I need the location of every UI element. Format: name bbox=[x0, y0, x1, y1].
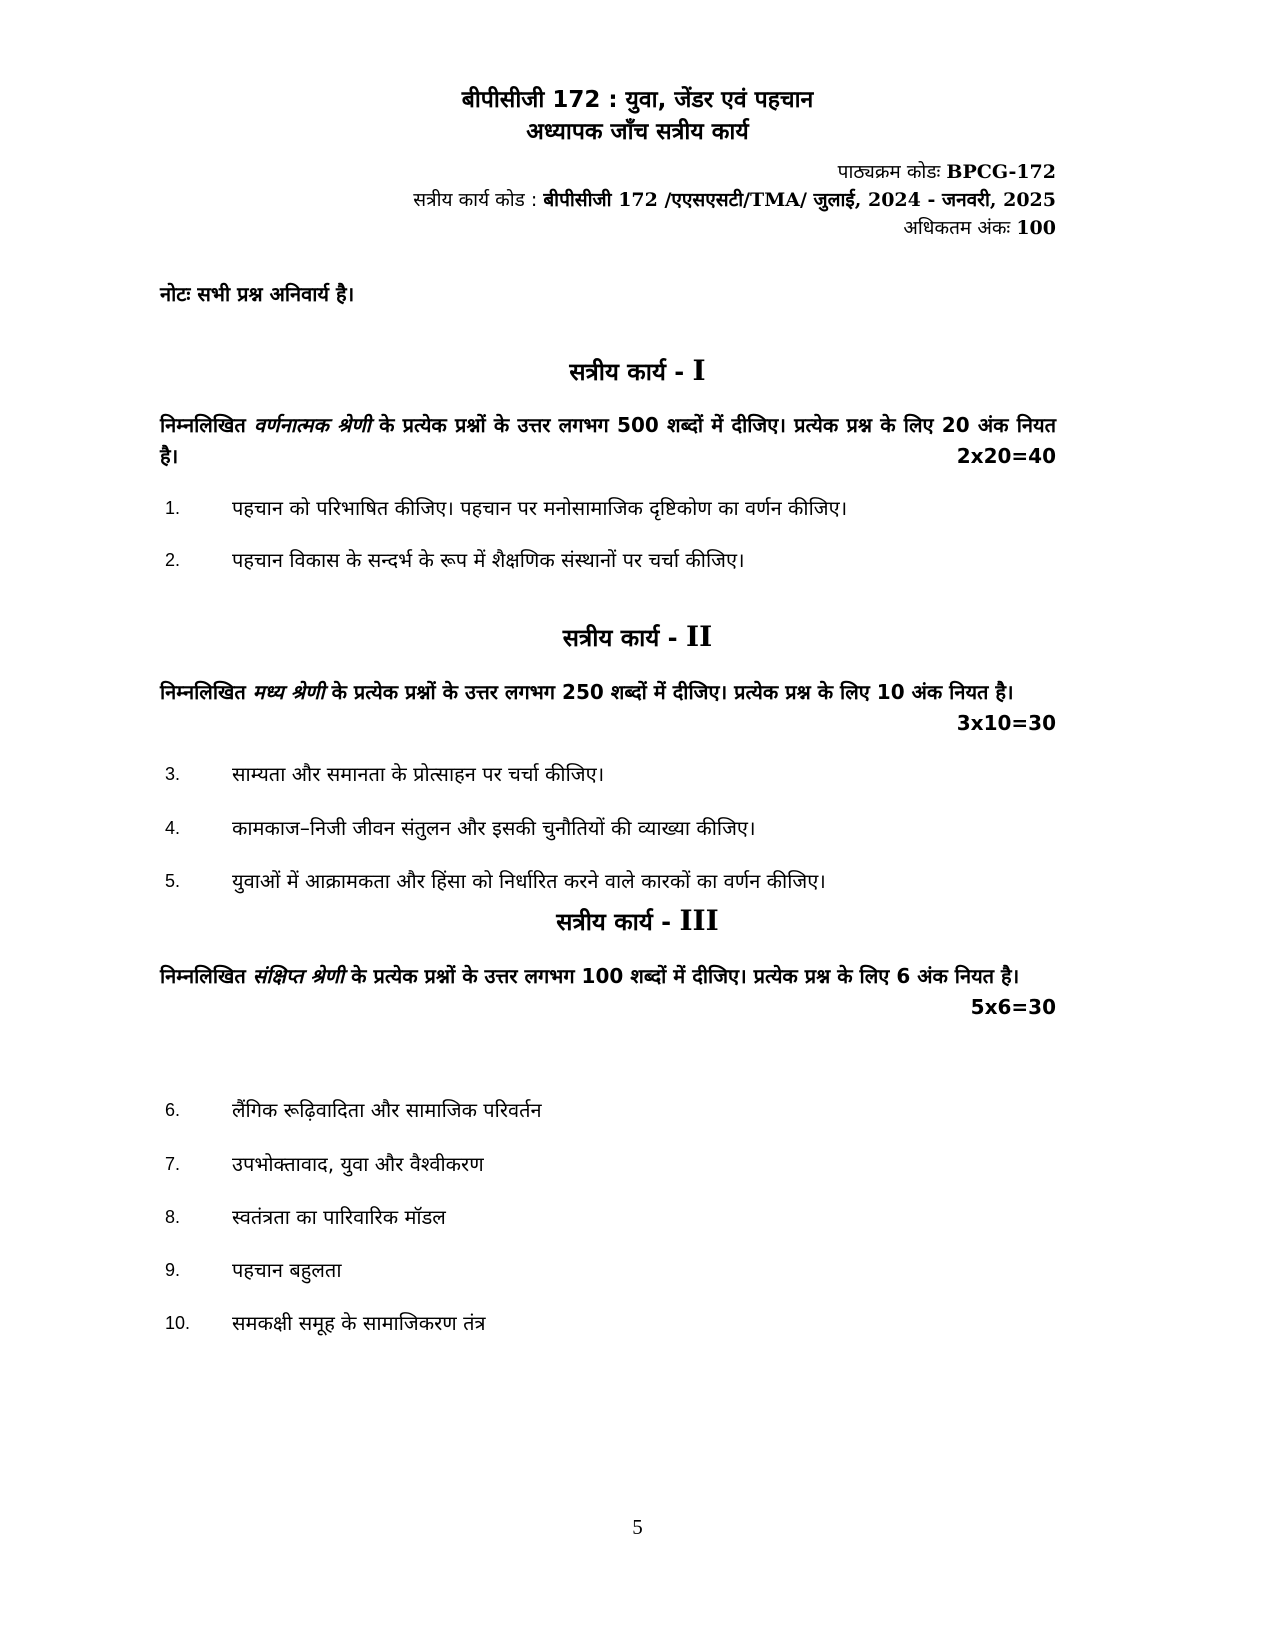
question-number: 6. bbox=[165, 1100, 181, 1120]
assignment-code-label: सत्रीय कार्य कोड : bbox=[413, 189, 538, 211]
section-title-1 bbox=[0, 354, 1275, 388]
question-number: 4. bbox=[165, 818, 181, 838]
instr-before: निम्नलिखित bbox=[160, 964, 246, 988]
question-text: स्वतंत्रता का पारिवारिक मॉडल bbox=[232, 1205, 446, 1229]
section-roman: II bbox=[686, 620, 713, 653]
section-roman: III bbox=[679, 904, 719, 937]
instr-italic: संक्षिप्त श्रेणी bbox=[252, 964, 345, 988]
instr-before: निम्नलिखित bbox=[160, 413, 246, 437]
question-text: समकक्षी समूह के सामाजिकरण तंत्र bbox=[232, 1311, 486, 1335]
section-marks: 3x10=30 bbox=[956, 711, 1056, 735]
question-text: पहचान विकास के सन्दर्भ के रूप में शैक्षणिक संस्थानों पर चर्चा कीजिए। bbox=[232, 548, 745, 572]
question-number: 10. bbox=[165, 1313, 191, 1333]
instr-after: के प्रत्येक प्रश्नों के उत्तर लगभग 100 शब्दों में दीजिए। प्रत्येक प्रश्न के लिए 6 अंक नियत है। bbox=[351, 964, 1020, 988]
max-marks: 100 bbox=[1016, 217, 1056, 239]
question-text: कामकाज–निजी जीवन संतुलन और इसकी चुनौतियों की व्याख्या कीजिए। bbox=[232, 816, 756, 840]
section-title-text: सत्रीय कार्य - bbox=[556, 908, 672, 936]
title-line-2: अध्यापक जाँच सत्रीय कार्य bbox=[526, 119, 749, 145]
assignment-code-line bbox=[413, 186, 1056, 212]
section-title-3 bbox=[0, 904, 1275, 938]
max-marks-label: अधिकतम अंकः bbox=[903, 217, 1011, 239]
course-code: BPCG-172 bbox=[946, 161, 1056, 183]
title-line-1: बीपीसीजी 172 : युवा, जेंडर एवं पहचान bbox=[461, 87, 814, 113]
page-number: 5 bbox=[632, 1515, 643, 1539]
instr-italic: वर्णनात्मक श्रेणी bbox=[254, 413, 371, 437]
question-text: युवाओं में आक्रामकता और हिंसा को निर्धारित करने वाले कारकों का वर्णन कीजिए। bbox=[232, 869, 826, 893]
section-title-2 bbox=[0, 620, 1275, 654]
instr-before: निम्नलिखित bbox=[160, 680, 246, 704]
section-marks: 2x20=40 bbox=[956, 444, 1056, 468]
section-roman: I bbox=[692, 354, 706, 387]
assignment-code: बीपीसीजी 172 /एएसएसटी/TMA/ जुलाई, 2024 - जनवरी, 2025 bbox=[543, 189, 1056, 211]
course-code-label: पाठ्यक्रम कोडः bbox=[837, 161, 941, 183]
section-instruction-2 bbox=[160, 677, 1056, 735]
note: नोटः सभी प्रश्न अनिवार्य है। bbox=[160, 282, 355, 306]
instr-after: के प्रत्येक प्रश्नों के उत्तर लगभग 500 शब्दों में दीजिए। प्रत्येक प्रश्न के लिए 20 अंक नियत है। bbox=[160, 413, 1056, 468]
instr-italic: मध्य श्रेणी bbox=[252, 680, 325, 704]
question-text: साम्यता और समानता के प्रोत्साहन पर चर्चा कीजिए। bbox=[232, 762, 605, 786]
question-number: 2. bbox=[165, 550, 181, 570]
question-number: 1. bbox=[165, 498, 181, 518]
course-code-line bbox=[838, 158, 1056, 184]
question-text: उपभोक्तावाद, युवा और वैश्वीकरण bbox=[232, 1152, 484, 1176]
section-marks: 5x6=30 bbox=[970, 995, 1056, 1019]
question-text: लैंगिक रूढ़िवादिता और सामाजिक परिवर्तन bbox=[232, 1098, 542, 1122]
section-title-text: सत्रीय कार्य - bbox=[562, 624, 678, 652]
section-title-text: सत्रीय कार्य - bbox=[569, 358, 685, 386]
question-number: 7. bbox=[165, 1154, 181, 1174]
question-number: 3. bbox=[165, 764, 181, 784]
question-number: 5. bbox=[165, 871, 181, 891]
section-instruction-3 bbox=[160, 961, 1056, 1019]
max-marks-line bbox=[903, 214, 1056, 240]
question-text: पहचान बहुलता bbox=[232, 1258, 342, 1282]
question-number: 8. bbox=[165, 1207, 181, 1227]
section-instruction-1 bbox=[160, 410, 1056, 472]
question-text: पहचान को परिभाषित कीजिए। पहचान पर मनोसामाजिक दृष्टिकोण का वर्णन कीजिए। bbox=[232, 496, 848, 520]
instr-after: के प्रत्येक प्रश्नों के उत्तर लगभग 250 शब्दों में दीजिए। प्रत्येक प्रश्न के लिए 10 अंक नियत है। bbox=[331, 680, 1014, 704]
question-number: 9. bbox=[165, 1260, 181, 1280]
